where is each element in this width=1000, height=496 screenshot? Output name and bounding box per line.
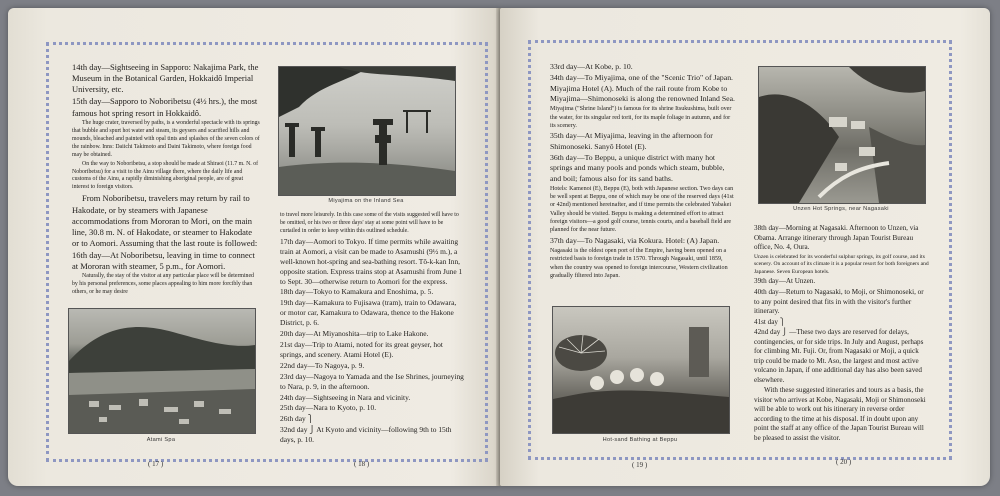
day-23-entry: 23rd day—Nagoya to Yamada and the Ise Shrines, journeying to Nara, p. 9, in the afternoon. xyxy=(280,371,464,391)
page-19-text xyxy=(550,62,736,281)
day-22-entry: 22nd day—To Nagoya, p. 9. xyxy=(280,360,365,370)
page-number-18: ( 18 ) xyxy=(354,460,370,468)
day-19-entry: 19th day—Kamakura to Fujisawa (tram), train to Odawara, or motor car, Kamakura to Odawara, thence to the Hakone District, p. 6. xyxy=(280,298,457,328)
day-37-entry: 37th day—To Nagasaki, via Kokura. Hotel: (A) Japan. xyxy=(550,235,720,245)
unzen-note: Unzen is celebrated for its wonderful sulphur springs, its golf course, and its scenery. On account of its climate it is a popular resort for both foreigners and Japanese. Seven European hotels. xyxy=(754,253,929,275)
day-38-entry: 38th day—Morning at Nagasaki. Afternoon to Unzen, via Obama. Arrange itinerary through Japan Tourist Bureau office, No. 4, Oura. xyxy=(754,224,919,252)
beppu-photo-caption: Hot-sand Bathing at Beppu xyxy=(602,437,678,443)
miyajima-note: Miyajima ("Shrine Island") is famous for its shrine Itsukushima, built over the water, for its singular red torii, for its maple foliage in autumn, and for its scenery. xyxy=(550,106,732,129)
unzen-valley-illustration xyxy=(759,67,925,203)
day-42-entry: 42nd day ⎭ —These two days are reserved for delays, contingencies, or for side trips. In July and August, perhaps for climbing Mt. Fuji. Or, from Nagasaki or Moji, a quick trip could be made to Mt. Aso, the largest and most active volcano in Japan, if one additional day has also been saved elsewhere. xyxy=(754,328,924,384)
sand-bath-illustration xyxy=(553,307,729,433)
day-17-entry: 17th day—Aomori to Tokyo. If time permits while awaiting train at Aomori, a visit can be made to Asamushi (9½ m.), a well-known hot-spring and sea-bathing resort. Tô-k-kan Inn, opposite station. Express trains stop at Asamushi from June 1 to Sept. 30—otherwise return to Aomori for the express. xyxy=(280,236,463,286)
day-18-entry: 18th day—Tokyo to Kamakura and Enoshima, p. 5. xyxy=(280,287,434,297)
beppu-sand-bath-photo xyxy=(552,306,730,434)
day-20-entry: 20th day—At Miyanoshita—trip to Lake Hakone. xyxy=(280,329,429,339)
nagasaki-note: Nagasaki is the oldest open port of the Empire, having been opened on a restricted basis to foreign trade in 1570. Through Nagasaki, until 1859, when the country was opened to foreign intercourse, Western civilization gradually filtered into Japan. xyxy=(550,247,728,279)
miyajima-photo-caption: Miyajima on the Inland Sea xyxy=(328,198,404,204)
atami-spa-photo xyxy=(68,308,256,434)
day-25-entry: 25th day—Nara to Kyoto, p. 10. xyxy=(280,403,377,413)
page-number-20: ( 20 ) xyxy=(836,458,852,466)
day-35-entry: 35th day—At Miyajima, leaving in the afternoon for Shimonoseki. Sanyô Hotel (E). xyxy=(550,131,713,151)
day-14-entry: 14th day—Sightseeing in Sapporo: Nakajima Park, the Museum in the Botanical Garden, Hokkaidô Imperial University, etc. xyxy=(72,62,259,95)
page-20-text xyxy=(754,224,930,444)
day-40-entry: 40th day—Return to Nagasaki, to Moji, or Shimonoseki, or to any point desired that fits in with the visitor's further itinerary. xyxy=(754,287,924,316)
day-16-entry: 16th day—At Noboribetsu, leaving in time to connect at Mororan with steamer, 5 p.m., for Aomori. xyxy=(72,250,255,272)
page-number-19: ( 19 ) xyxy=(632,461,648,469)
shiraoi-note: On the way to Noboribetsu, a stop should be made at Shiraoi (11.7 m. N. of Noboribetsu) for a visit to the Ainu village there, where the daily life and customs of the Ainu, a rapidly diminishing aboriginal people, are of great interest to foreign visitors. xyxy=(72,160,259,191)
day-34-entry: 34th day—To Miyajima, one of the "Scenic Trio" of Japan. Miyajima Hotel (A). Much of the rail route from Kobe to Miyajima—Shimonoseki is along the renowned Inland Sea. xyxy=(550,73,735,103)
day-15-entry: 15th day—Sapporo to Noboribetsu (4½ hrs.), the most famous hot spring resort in Hokkaidô. xyxy=(72,96,258,118)
unzen-photo-caption: Unzen Hot Springs, near Nagasaki xyxy=(793,206,889,212)
page-number-17: ( 17 ) xyxy=(148,460,164,468)
day-24-entry: 24th day—Sightseeing in Nara and vicinity. xyxy=(280,392,411,402)
page-17-text xyxy=(72,62,260,298)
unzen-photo xyxy=(758,66,926,204)
day-33-entry: 33rd day—At Kobe, p. 10. xyxy=(550,62,633,71)
page-18-text xyxy=(280,212,464,446)
closing-advice: With these suggested itineraries and tours as a basis, the visitor who arrives at Kobe, Nagasaki, Moji or Shimonoseki will be able to work out his itinerary in reverse order according to the time at his disposal. If in doubt upon any point the staff at any office of the Japan Tourist Bureau will be pleased to assist the visitor. xyxy=(754,386,926,442)
day-26-entry: 26th day ⎫ xyxy=(280,414,314,424)
atami-landscape-illustration xyxy=(69,309,255,433)
return-route-note: From Noboribetsu, travelers may return by rail to Hakodate, or by steamers with Japanese accommodations from Mororan to Mori, on the main line, 30.8 m. N. of Hakodate, or steamer to Hakodate or to Aomori. Assuming that the last route is followed: xyxy=(72,193,258,248)
leisurely-travel-note: to travel more leisurely. In this case some of the visits suggested will have to be omitted, or his two or three days' stay at some point will have to be curtailed in order to keep within this outlined schedule. xyxy=(280,212,459,234)
miyajima-scene-illustration xyxy=(279,67,455,195)
stay-preference-note: Naturally, the stay of the visitor at any particular place will be determined by his personal preferences, some places appealing to him more forcibly than others, or he may desire xyxy=(72,273,254,296)
atami-photo-caption: Atami Spa xyxy=(146,437,176,443)
day-36-entry: 36th day—To Beppu, a unique district with many hot springs and many pools and ponds which steam, bubble, and boil; famous also for its sand baths. xyxy=(550,152,725,183)
day-41-entry: 41st day ⎫ xyxy=(754,317,786,326)
day-32-entry: 32nd day ⎭ At Kyoto and vicinity—following 9th to 15th days, p. 10. xyxy=(280,425,452,445)
noboribetsu-description: The huge crater, traversed by paths, is a wonderful spectacle with its springs that bubble and spurt hot water and steam, its geysers and scarified hills and mounds, bleached and painted with opal tints and splashes of the seven colors of the rainbow. Inns: Daiichi Takimoto and Daini Takimoto, where foreign food may be obtained. xyxy=(72,119,260,158)
miyajima-photo xyxy=(278,66,456,196)
beppu-hotels-note: Hotels: Kamenoi (E), Beppu (E), both with Japanese section. Two days can be well spent at Beppu, one of which may be one of the reserved days (41st or 42nd) mentioned hereinafter, and if time permits the celebrated Yabakei Valley should be visited. Beppu is making a determined effort to attract foreign visitors—a good golf course, tennis courts, and a baseball field are planned for the near future. xyxy=(550,185,734,234)
day-39-entry: 39th day—At Unzen. xyxy=(754,277,816,286)
day-21-entry: 21st day—Trip to Atami, noted for its great geyser, hot springs, and scenery. Atami Hotel (E). xyxy=(280,339,443,359)
